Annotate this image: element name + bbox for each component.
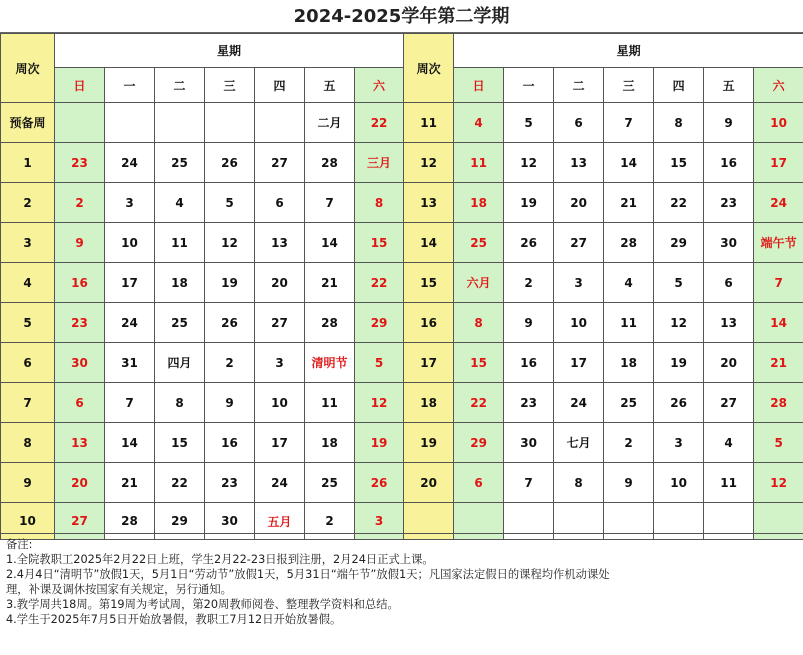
day-cell: 29: [355, 303, 404, 343]
week-number-left: 7: [1, 383, 55, 423]
day-cell: 25: [454, 223, 504, 263]
day-cell: 12: [504, 143, 554, 183]
weekday-header: 六: [355, 68, 404, 103]
day-cell: 15: [454, 343, 504, 383]
day-cell: 27: [554, 223, 604, 263]
week-number-right: 11: [404, 103, 454, 143]
day-cell: 27: [255, 143, 305, 183]
week-number-left: 4: [1, 263, 55, 303]
day-cell: 24: [754, 183, 803, 223]
day-cell: 8: [554, 463, 604, 503]
week-row: [1, 263, 803, 303]
day-cell: 21: [754, 343, 803, 383]
weekday-header: 五: [305, 68, 355, 103]
weekday-header: 日: [55, 68, 105, 103]
day-cell: 26: [205, 143, 255, 183]
day-cell: 7: [504, 463, 554, 503]
day-cell: 18: [155, 263, 205, 303]
day-cell: 18: [305, 423, 355, 463]
day-cell: 10: [654, 463, 704, 503]
day-cell: 6: [55, 383, 105, 423]
notes-line: 4.学生于2025年7月5日开始放暑假，教职工7月12日开始放暑假。: [6, 613, 342, 626]
day-cell: 22: [355, 103, 404, 143]
notes-heading: 备注:: [6, 538, 33, 551]
weekday-header: 三: [205, 68, 255, 103]
weekday-group-header-left: 星期: [55, 34, 404, 68]
week-number-right: 15: [404, 263, 454, 303]
day-cell: 27: [255, 303, 305, 343]
week-number-right: 20: [404, 463, 454, 503]
notes-line: 3.教学周共18周。第19周为考试周，第20周教师阅卷、整理教学资料和总结。: [6, 598, 399, 611]
week-row: [1, 183, 803, 223]
day-cell: 26: [355, 463, 404, 503]
week-number-left: 5: [1, 303, 55, 343]
day-cell: 5: [205, 183, 255, 223]
day-cell: 25: [305, 463, 355, 503]
day-cell: 26: [504, 223, 554, 263]
day-cell: 10: [255, 383, 305, 423]
day-cell: 4: [454, 103, 504, 143]
day-cell: 2: [604, 423, 654, 463]
day-cell: 25: [604, 383, 654, 423]
week-number-left: 2: [1, 183, 55, 223]
week-number-right: 14: [404, 223, 454, 263]
day-cell: 26: [205, 303, 255, 343]
week-row: [1, 343, 803, 383]
day-cell: 9: [704, 103, 754, 143]
day-cell: 19: [355, 423, 404, 463]
day-cell: 7: [305, 183, 355, 223]
week-row: [1, 103, 803, 143]
day-cell: 7: [754, 263, 803, 303]
week-column-header-right: 周次: [404, 34, 454, 103]
day-cell: 28: [754, 383, 803, 423]
weekday-header: 一: [504, 68, 554, 103]
week-number-left: 9: [1, 463, 55, 503]
day-cell: 23: [55, 143, 105, 183]
day-cell: 22: [654, 183, 704, 223]
day-cell: 4: [155, 183, 205, 223]
day-cell: 3: [105, 183, 155, 223]
day-cell: 23: [704, 183, 754, 223]
day-cell: 2: [305, 503, 355, 540]
week-number-left: 1: [1, 143, 55, 183]
day-cell: 30: [704, 223, 754, 263]
day-cell: 16: [55, 263, 105, 303]
day-cell: 17: [554, 343, 604, 383]
day-cell: 27: [704, 383, 754, 423]
week-row: [1, 223, 803, 263]
day-cell: 23: [205, 463, 255, 503]
day-cell: 5: [754, 423, 803, 463]
day-cell: [105, 103, 155, 143]
day-cell: 25: [155, 303, 205, 343]
day-cell: 20: [55, 463, 105, 503]
notes-line: 2.4月4日“清明节”放假1天，5月1日“劳动节”放假1天，5月31日“端午节”放假1天；凡国家法定假日的课程均作机动课处: [6, 568, 610, 581]
weekday-header: 二: [155, 68, 205, 103]
day-cell: 16: [205, 423, 255, 463]
week-number-left: 3: [1, 223, 55, 263]
day-cell: 12: [355, 383, 404, 423]
day-cell: 9: [55, 223, 105, 263]
day-cell: 14: [604, 143, 654, 183]
day-cell: 31: [105, 343, 155, 383]
day-cell: 17: [105, 263, 155, 303]
day-cell: 12: [654, 303, 704, 343]
day-cell: 13: [704, 303, 754, 343]
notes-section: [0, 533, 803, 655]
day-cell: 五月: [255, 503, 305, 540]
day-cell: 清明节: [305, 343, 355, 383]
week-number-left: 预备周: [1, 103, 55, 143]
day-cell: 30: [205, 503, 255, 540]
day-cell: 27: [55, 503, 105, 540]
day-cell: 22: [355, 263, 404, 303]
week-number-right: 18: [404, 383, 454, 423]
weekday-header: 日: [454, 68, 504, 103]
day-cell: 22: [155, 463, 205, 503]
weekday-header: 一: [105, 68, 155, 103]
day-cell: 6: [704, 263, 754, 303]
day-cell: 12: [205, 223, 255, 263]
day-cell: 28: [305, 303, 355, 343]
day-cell: [55, 103, 105, 143]
week-number-left: 10: [1, 503, 55, 540]
weekday-header: 三: [604, 68, 654, 103]
day-cell: 26: [654, 383, 704, 423]
day-cell: 20: [255, 263, 305, 303]
day-cell: 2: [504, 263, 554, 303]
notes-line: 理，补课及调休按国家有关规定，另行通知。: [6, 583, 232, 596]
day-cell: [205, 103, 255, 143]
day-cell: 23: [55, 303, 105, 343]
day-cell: 18: [604, 343, 654, 383]
day-cell: 3: [355, 503, 404, 540]
weekday-header: 四: [255, 68, 305, 103]
day-cell: 28: [305, 143, 355, 183]
day-cell: [155, 103, 205, 143]
day-cell: 25: [155, 143, 205, 183]
weekday-header: 五: [704, 68, 754, 103]
day-cell: 10: [754, 103, 803, 143]
day-cell: 8: [155, 383, 205, 423]
day-cell: 六月: [454, 263, 504, 303]
day-cell: 16: [704, 143, 754, 183]
week-number-right: 16: [404, 303, 454, 343]
day-cell: 9: [205, 383, 255, 423]
weekday-header: 四: [654, 68, 704, 103]
week-row: [1, 463, 803, 503]
calendar-table: [0, 33, 803, 540]
weekday-group-header-right: 星期: [454, 34, 803, 68]
day-cell: 11: [704, 463, 754, 503]
day-cell: 21: [105, 463, 155, 503]
day-cell: 22: [454, 383, 504, 423]
day-cell: 10: [554, 303, 604, 343]
day-cell: 29: [155, 503, 205, 540]
week-row: [1, 303, 803, 343]
week-column-header-left: 周次: [1, 34, 55, 103]
day-cell: 24: [105, 303, 155, 343]
day-cell: 3: [255, 343, 305, 383]
day-cell: 端午节: [754, 223, 803, 263]
day-cell: 11: [155, 223, 205, 263]
day-cell: [255, 103, 305, 143]
day-cell: 13: [255, 223, 305, 263]
day-cell: 9: [604, 463, 654, 503]
day-cell: 12: [754, 463, 803, 503]
day-cell: 二月: [305, 103, 355, 143]
day-cell: 5: [504, 103, 554, 143]
day-cell: 9: [504, 303, 554, 343]
week-row: [1, 143, 803, 183]
day-cell: 三月: [355, 143, 404, 183]
day-cell: 19: [205, 263, 255, 303]
day-cell: 4: [704, 423, 754, 463]
day-cell: 2: [55, 183, 105, 223]
day-cell: 5: [654, 263, 704, 303]
day-cell: 23: [504, 383, 554, 423]
notes-line: 1.全院教职工2025年2月22日上班，学生2月22-23日报到注册，2月24日正式上课。: [6, 553, 434, 566]
day-cell: 30: [55, 343, 105, 383]
day-cell: 28: [604, 223, 654, 263]
day-cell: 七月: [554, 423, 604, 463]
day-cell: 15: [654, 143, 704, 183]
page-title: 2024-2025学年第二学期: [0, 0, 803, 33]
day-cell: 18: [454, 183, 504, 223]
day-cell: 6: [255, 183, 305, 223]
day-cell: 11: [604, 303, 654, 343]
week-number-right: 13: [404, 183, 454, 223]
day-cell: 29: [454, 423, 504, 463]
week-number-left: 8: [1, 423, 55, 463]
day-cell: 29: [654, 223, 704, 263]
week-number-right: 19: [404, 423, 454, 463]
day-cell: 20: [554, 183, 604, 223]
day-cell: 8: [454, 303, 504, 343]
day-cell: 21: [604, 183, 654, 223]
day-cell: 3: [654, 423, 704, 463]
weekday-header: 二: [554, 68, 604, 103]
day-cell: 8: [355, 183, 404, 223]
day-cell: 13: [55, 423, 105, 463]
week-number-left: 6: [1, 343, 55, 383]
day-cell: 24: [554, 383, 604, 423]
day-cell: 21: [305, 263, 355, 303]
day-cell: 15: [155, 423, 205, 463]
day-cell: 7: [105, 383, 155, 423]
day-cell: 19: [654, 343, 704, 383]
day-cell: 17: [754, 143, 803, 183]
week-row: [1, 423, 803, 463]
day-cell: 10: [105, 223, 155, 263]
day-cell: 16: [504, 343, 554, 383]
day-cell: 11: [454, 143, 504, 183]
day-cell: 20: [704, 343, 754, 383]
day-cell: 2: [205, 343, 255, 383]
week-row: [1, 383, 803, 423]
day-cell: 四月: [155, 343, 205, 383]
day-cell: 14: [754, 303, 803, 343]
weekday-header: 六: [754, 68, 803, 103]
day-cell: 13: [554, 143, 604, 183]
day-cell: 30: [504, 423, 554, 463]
day-cell: 24: [255, 463, 305, 503]
day-cell: 14: [105, 423, 155, 463]
day-cell: 15: [355, 223, 404, 263]
day-cell: 24: [105, 143, 155, 183]
week-number-right: 17: [404, 343, 454, 383]
day-cell: 6: [554, 103, 604, 143]
day-cell: 17: [255, 423, 305, 463]
day-cell: 28: [105, 503, 155, 540]
week-number-right: 12: [404, 143, 454, 183]
day-cell: 7: [604, 103, 654, 143]
day-cell: 14: [305, 223, 355, 263]
day-cell: 3: [554, 263, 604, 303]
day-cell: 19: [504, 183, 554, 223]
day-cell: 4: [604, 263, 654, 303]
day-cell: 11: [305, 383, 355, 423]
day-cell: 8: [654, 103, 704, 143]
day-cell: 5: [355, 343, 404, 383]
day-cell: 6: [454, 463, 504, 503]
